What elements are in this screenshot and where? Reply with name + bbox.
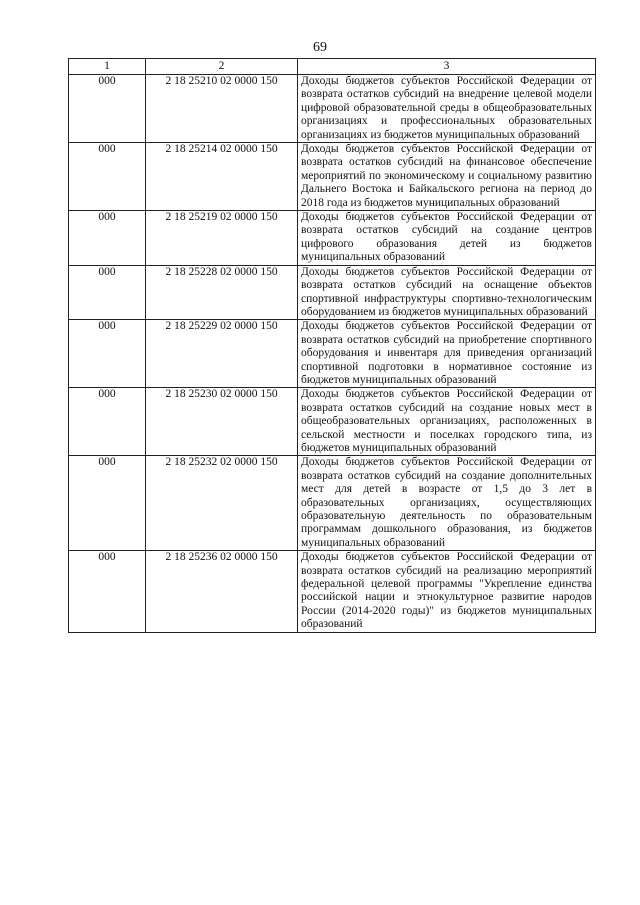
description-cell: Доходы бюджетов субъектов Российской Федерации от возврата остатков субсидий на финансовое обеспечение мероприятий по экономическому и социальному развитию Дальнего Востока и Байкальского региона на период до 2018 года из бюджетов муниципальных образований (298, 143, 596, 211)
admin-code-cell: 000 (69, 75, 146, 143)
table-row (69, 388, 596, 456)
budget-code-cell: 2 18 25219 02 0000 150 (146, 211, 298, 266)
description-cell: Доходы бюджетов субъектов Российской Федерации от возврата остатков субсидий на реализацию мероприятий федеральной целевой программы "Укрепление единства российской нации и этнокультурное развитие народов России (2014-2020 годы)" из бюджетов муниципальных образований (298, 551, 596, 632)
admin-code-cell: 000 (69, 388, 146, 456)
description-cell: Доходы бюджетов субъектов Российской Федерации от возврата остатков субсидий на создание новых мест в общеобразовательных организациях, расположенных в сельской местности и поселках городского типа, из бюджетов муниципальных образований (298, 388, 596, 456)
table-row (69, 143, 596, 211)
budget-code-cell: 2 18 25236 02 0000 150 (146, 551, 298, 632)
admin-code-cell: 000 (69, 456, 146, 551)
table-row (69, 211, 596, 266)
budget-code-cell: 2 18 25228 02 0000 150 (146, 265, 298, 320)
column-header-3: 3 (298, 59, 596, 75)
budget-code-cell: 2 18 25229 02 0000 150 (146, 320, 298, 388)
description-cell: Доходы бюджетов субъектов Российской Федерации от возврата остатков субсидий на внедрение целевой модели цифровой образовательной среды в общеобразовательных организациях и профессиональных образовательных организациях из бюджетов муниципальных образований (298, 75, 596, 143)
description-cell: Доходы бюджетов субъектов Российской Федерации от возврата остатков субсидий на оснащение объектов спортивной инфраструктуры спортивно-технологическим оборудованием из бюджетов муниципальных образований (298, 265, 596, 320)
table-row (69, 320, 596, 388)
column-header-1: 1 (69, 59, 146, 75)
table-row (69, 456, 596, 551)
page-number: 69 (313, 40, 327, 55)
admin-code-cell: 000 (69, 143, 146, 211)
column-header-2: 2 (146, 59, 298, 75)
admin-code-cell: 000 (69, 320, 146, 388)
table-row (69, 265, 596, 320)
table-row (69, 75, 596, 143)
budget-code-cell: 2 18 25214 02 0000 150 (146, 143, 298, 211)
description-cell: Доходы бюджетов субъектов Российской Федерации от возврата остатков субсидий на создание центров цифрового образования детей из бюджетов муниципальных образований (298, 211, 596, 266)
table-row (69, 551, 596, 632)
description-cell: Доходы бюджетов субъектов Российской Федерации от возврата остатков субсидий на приобретение спортивного оборудования и инвентаря для приведения организаций спортивной подготовки в нормативное состояние из бюджетов муниципальных образований (298, 320, 596, 388)
budget-code-cell: 2 18 25232 02 0000 150 (146, 456, 298, 551)
budget-code-cell: 2 18 25210 02 0000 150 (146, 75, 298, 143)
budget-classification-table (68, 58, 596, 633)
admin-code-cell: 000 (69, 265, 146, 320)
table-header-row (69, 59, 596, 75)
admin-code-cell: 000 (69, 551, 146, 632)
description-cell: Доходы бюджетов субъектов Российской Федерации от возврата остатков субсидий на создание дополнительных мест для детей в возрасте от 1,5 до 3 лет в образовательных организациях, осуществляющих образовательную деятельность по образовательным программам дошкольного образования, из бюджетов муниципальных образований (298, 456, 596, 551)
budget-code-cell: 2 18 25230 02 0000 150 (146, 388, 298, 456)
admin-code-cell: 000 (69, 211, 146, 266)
